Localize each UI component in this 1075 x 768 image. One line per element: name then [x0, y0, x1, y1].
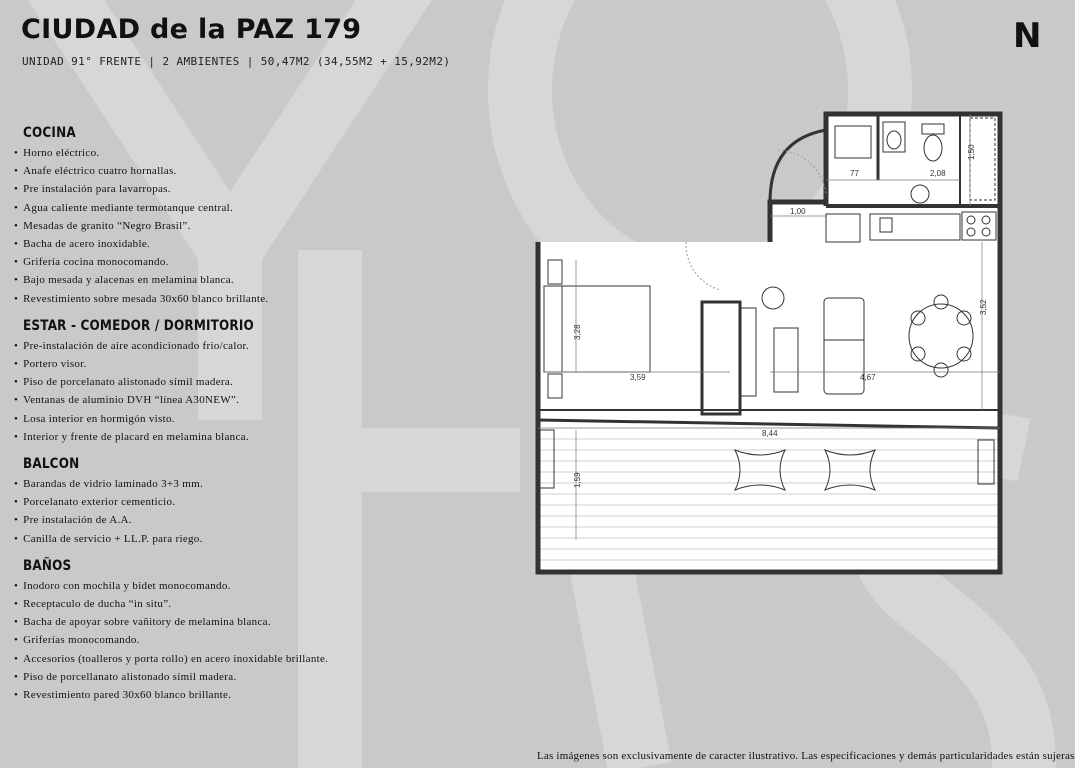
section-heading: BAÑOS: [23, 557, 72, 574]
section-balcon: [14, 456, 514, 548]
dimension-label: 1,59: [573, 472, 582, 488]
spec-item: • Bajo mesada y alacenas en melamina blanca.: [14, 271, 514, 289]
spec-item: • Porcelanato exterior cementicio.: [14, 493, 514, 511]
spec-item: • Griferías monocomando.: [14, 631, 514, 649]
dimension-label: 8,44: [762, 429, 778, 438]
disclaimer-footer: Las imágenes son exclusivamente de caracter ilustrativo. Las especificaciones y demás particularidades están sujeras: [537, 750, 1075, 762]
spec-item: • Canilla de servicio + LL.P. para riego.: [14, 530, 514, 548]
spec-item: • Portero visor.: [14, 355, 514, 373]
spec-item: • Accesorios (toalleros y porta rollo) en acero inoxidable brillante.: [14, 650, 514, 668]
spec-item: • Grifería cocina monocomando.: [14, 253, 514, 271]
dimension-label: 1,50: [967, 144, 976, 160]
spec-item: • Revestimiento sobre mesada 30x60 blanco brillante.: [14, 290, 514, 308]
dimension-label: 2,08: [930, 169, 946, 178]
spec-item: • Bacha de acero inoxidable.: [14, 235, 514, 253]
dimension-label: 1,00: [790, 207, 806, 216]
specifications-panel: [14, 125, 514, 714]
dimension-label: 3,28: [573, 324, 582, 340]
unit-subtitle: UNIDAD 91° FRENTE | 2 AMBIENTES | 50,47M2 (34,55M2 + 15,92M2): [22, 55, 451, 68]
entry-door-swing: [778, 150, 826, 194]
balcony-deck: [540, 430, 998, 570]
spec-item: • Losa interior en hormigón visto.: [14, 410, 514, 428]
spec-item: • Pre instalación para lavarropas.: [14, 180, 514, 198]
spec-item: • Inodoro con mochila y bidet monocomando.: [14, 577, 514, 595]
section-banos: [14, 558, 514, 704]
spec-item: • Pre instalación de A.A.: [14, 511, 514, 529]
spec-item: • Piso de porcelanato alistonado símil madera.: [14, 373, 514, 391]
spec-item: • Barandas de vidrio laminado 3+3 mm.: [14, 475, 514, 493]
floor-plan: [530, 110, 1010, 580]
dimension-label: 3,52: [979, 299, 988, 315]
building-title: CIUDAD de la PAZ 179: [21, 14, 362, 45]
spec-item: • Bacha de apoyar sobre vañitory de melamina blanca.: [14, 613, 514, 631]
section-estar-comedor-dormitorio: [14, 318, 514, 446]
spec-item: • Mesadas de granito “Negro Brasil”.: [14, 217, 514, 235]
section-cocina: [14, 125, 514, 308]
spec-item: • Interior y frente de placard en melamina blanca.: [14, 428, 514, 446]
spec-item: • Pre-instalación de aire acondicionado frío/calor.: [14, 337, 514, 355]
spec-item: • Anafe eléctrico cuatro hornallas.: [14, 162, 514, 180]
dimension-label: 3,59: [630, 373, 646, 382]
corner-logo-glyph: N: [1013, 16, 1042, 56]
spec-item: • Revestimiento pared 30x60 blanco brillante.: [14, 686, 514, 704]
section-heading: BALCON: [23, 456, 80, 473]
watermark-stroke-7: [600, 560, 640, 768]
section-heading: ESTAR - COMEDOR / DORMITORIO: [23, 317, 254, 334]
dimension-label: 77: [850, 169, 859, 178]
spec-item: • Horno eléctrico.: [14, 144, 514, 162]
dimension-label: 4,67: [860, 373, 876, 382]
spec-item: • Ventanas de aluminio DVH “línea A30NEW”.: [14, 391, 514, 409]
spec-item: • Agua caliente mediante termotanque central.: [14, 199, 514, 217]
spec-item: • Piso de porcellanato alistonado símil madera.: [14, 668, 514, 686]
spec-item: • Receptaculo de ducha “in situ”.: [14, 595, 514, 613]
section-heading: COCINA: [23, 125, 76, 141]
